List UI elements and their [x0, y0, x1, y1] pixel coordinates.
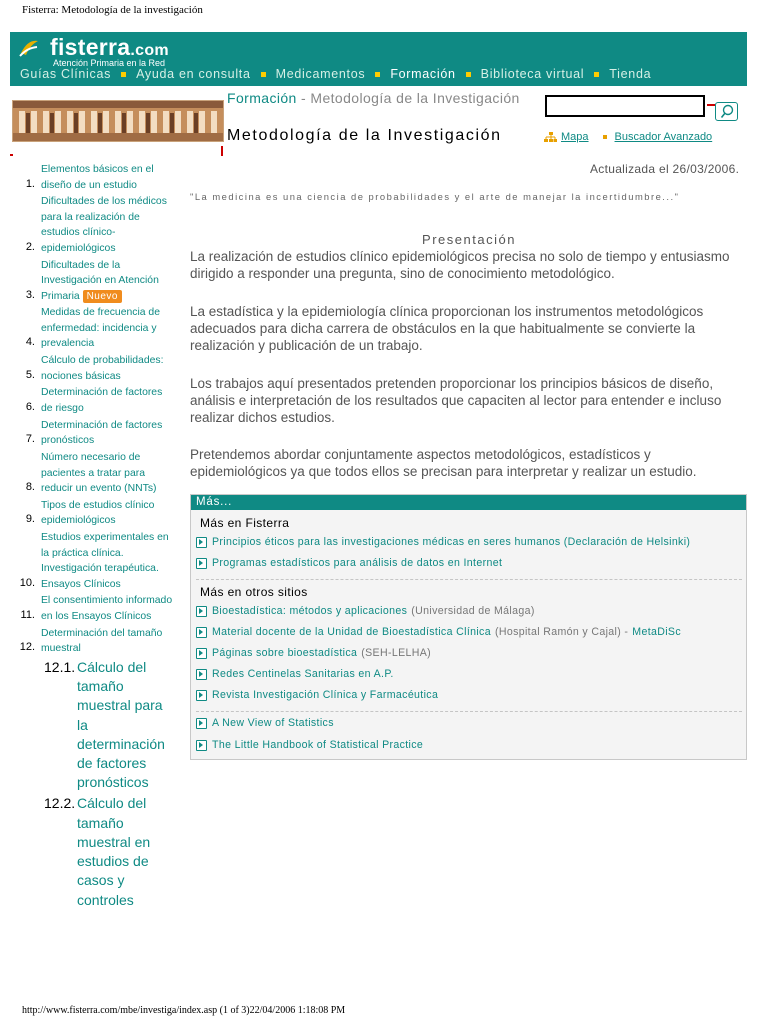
toc-number: 7.: [25, 433, 35, 446]
top-banner: [10, 32, 747, 86]
nav-guias-clinicas[interactable]: Guías Clínicas: [20, 67, 112, 81]
link-row: [196, 717, 334, 729]
logo-suffix: .com: [130, 42, 169, 59]
link-programas-estadisticos[interactable]: Programas estadísticos para análisis de datos en Internet: [212, 557, 503, 569]
link-row: [196, 536, 690, 548]
nav-tienda[interactable]: Tienda: [609, 67, 652, 81]
link-little-handbook[interactable]: The Little Handbook of Statistical Practice: [212, 739, 424, 751]
toc-number: 12.: [19, 641, 35, 654]
toc-subnumber: 12.1.: [44, 659, 76, 676]
section-title: Presentación: [422, 232, 516, 247]
toc-number: 3.: [25, 288, 35, 301]
toc-link[interactable]: Tipos de estudios clínico epidemiológicos: [41, 499, 155, 527]
nav-ayuda-consulta[interactable]: Ayuda en consulta: [136, 67, 251, 81]
sitemap-link[interactable]: Mapa: [561, 131, 589, 143]
toc-number: 9.: [25, 513, 35, 526]
link-source-note: (SEH-LELHA): [361, 647, 432, 659]
toc-item-12: [0, 626, 175, 657]
link-source-note: (Universidad de Málaga): [411, 605, 535, 617]
nav-separator: [121, 72, 126, 77]
toc-sublist: [0, 658, 175, 910]
nav-separator: [594, 72, 599, 77]
toc-item-9: [0, 498, 175, 529]
header-accent-line: [221, 146, 223, 156]
toc-number: 5.: [25, 368, 35, 381]
sitemap-icon: [544, 132, 557, 143]
link-row: [196, 668, 394, 680]
toc-list: [0, 162, 175, 657]
nav-separator: [466, 72, 471, 77]
main-nav: [20, 67, 651, 81]
toc-link[interactable]: Estudios experimentales en la práctica clínica. Investigación terapéutica. Ensayos Clínicos: [41, 532, 169, 590]
nav-formacion[interactable]: Formación: [390, 67, 456, 81]
toc-item-7: [0, 418, 175, 449]
toc-link[interactable]: Determinación de factores pronósticos: [41, 419, 163, 447]
arrow-link-icon: [196, 558, 207, 569]
search-accent: [707, 104, 715, 106]
toc-sublink[interactable]: Cálculo del tamaño muestral para la determinación de factores pronósticos: [77, 659, 165, 791]
dashed-divider: [196, 579, 742, 580]
logo-wordmark: [50, 34, 169, 61]
link-row: [196, 557, 502, 569]
advanced-search-link[interactable]: Buscador Avanzado: [614, 131, 713, 143]
link-new-view-statistics[interactable]: A New View of Statistics: [212, 717, 334, 729]
header-accent-dot: [10, 154, 13, 156]
toc-item-1: [0, 162, 175, 193]
tool-separator: [603, 135, 607, 139]
toc-link[interactable]: Determinación de factores de riesgo: [41, 387, 163, 414]
link-bioestadistica-metodos[interactable]: Bioestadística: métodos y aplicaciones: [212, 605, 408, 617]
toc-link[interactable]: Número necesario de pacientes a tratar para reducir un evento (NNTs): [41, 452, 157, 495]
breadcrumb-current: Metodología de la Investigación: [310, 90, 520, 106]
nav-medicamentos[interactable]: Medicamentos: [275, 67, 366, 81]
search-input[interactable]: [545, 95, 705, 117]
updated-date: Actualizada el 26/03/2006.: [590, 162, 740, 176]
toc-subnumber: 12.2.: [44, 795, 76, 812]
link-row: [196, 739, 423, 751]
arrow-link-icon: [196, 669, 207, 680]
fisterra-logo-icon: [18, 37, 40, 59]
toc-link[interactable]: Medidas de frecuencia de enfermedad: incidencia y prevalencia: [41, 307, 160, 350]
toc-item-11: [0, 593, 175, 624]
intro-paragraph-4: Pretendemos abordar conjuntamente aspectos metodológicos, estadísticos y epidemiológicos ya que todos ellos se precisan para interpretar y realizar un estudio.: [190, 447, 697, 479]
link-row: [196, 626, 681, 638]
toc-link[interactable]: El consentimiento informado en los Ensayos Clínicos: [41, 595, 173, 622]
toc-link[interactable]: Cálculo de probabilidades: nociones básicas: [41, 355, 164, 382]
toc-item-3: [0, 258, 175, 305]
dashed-divider: [196, 711, 742, 712]
toc-link[interactable]: Elementos básicos en el diseño de un estudio: [41, 164, 154, 191]
breadcrumb-separator: -: [296, 90, 311, 106]
toc-item-4: [0, 305, 175, 352]
toc-number: 8.: [25, 481, 35, 494]
toc-item-2: [0, 194, 175, 256]
logo-tagline: Atención Primaria en la Red: [53, 58, 166, 68]
intro-paragraph-3: Los trabajos aquí presentados pretenden proporcionar los principios básicos de diseño, análisis e interpretación de los resultados que capaciten al lector para entender e incluso realizar dichos estudios.: [190, 376, 722, 425]
toc-subitem-12-1: [0, 658, 167, 792]
link-metadisc[interactable]: MetaDiSc: [632, 626, 681, 638]
site-tools: [544, 131, 712, 143]
link-row: [196, 647, 431, 659]
arrow-link-icon: [196, 627, 207, 638]
toc-item-5: [0, 353, 175, 384]
arrow-link-icon: [196, 718, 207, 729]
toc-item-6: [0, 385, 175, 416]
toc-link[interactable]: Dificultades de los médicos para la realización de estudios clínico-epidemiológicos: [41, 196, 167, 254]
arrow-link-icon: [196, 537, 207, 548]
toc-item-8: [0, 450, 175, 497]
logo-name: fisterra: [50, 34, 131, 60]
intro-paragraph-1: La realización de estudios clínico epidemiológicos precisa no solo de tiempo y entusiasmo dirigido a responder una pregunta, sino de conocimiento metodológico.: [190, 249, 730, 281]
nav-separator: [375, 72, 380, 77]
more-header: Más...: [191, 495, 746, 510]
nav-separator: [261, 72, 266, 77]
toc-number: 10.: [19, 576, 35, 589]
link-helsinki[interactable]: Principios éticos para las investigaciones médicas en seres humanos (Declaración de Helsinki): [212, 536, 691, 548]
more-links-panel: [190, 494, 747, 760]
toc-item-10: [0, 530, 175, 592]
breadcrumb: [227, 89, 527, 108]
toc-link[interactable]: Determinación del tamaño muestral: [41, 627, 163, 655]
arrow-link-icon: [196, 740, 207, 751]
link-row: [196, 605, 535, 617]
toc-number: 2.: [25, 240, 35, 253]
toc-number: 11.: [20, 608, 35, 621]
toc-number: 1.: [25, 177, 35, 190]
intro-paragraph-2: La estadística y la epidemiología clínica proporcionan los instrumentos metodológicos adecuados para dicha carrera de obstáculos en la que habitualmente se convierte la realización y publicación de un trabajo.: [190, 304, 704, 353]
search-button[interactable]: [715, 102, 738, 121]
arrow-link-icon: [196, 690, 207, 701]
print-footer-url: http://www.fisterra.com/mbe/investiga/index.asp (1 of 3)22/04/2006 1:18:08 PM: [22, 1005, 346, 1016]
toc-number: 6.: [25, 400, 35, 413]
toc-number: 4.: [25, 336, 35, 349]
more-fisterra-title: Más en Fisterra: [200, 516, 290, 530]
print-page-title: Fisterra: Metodología de la investigación: [22, 4, 203, 16]
link-material-docente[interactable]: Material docente de la Unidad de Bioestadística Clínica: [212, 626, 491, 638]
arrow-link-icon: [196, 606, 207, 617]
more-other-title: Más en otros sitios: [200, 585, 308, 599]
link-revista-investigacion[interactable]: Revista Investigación Clínica y Farmacéutica: [212, 689, 439, 701]
toc-subitem-12-2: [0, 794, 167, 909]
arrow-link-icon: [196, 648, 207, 659]
toc-sublink[interactable]: Cálculo del tamaño muestral en estudios de casos y controles: [77, 795, 151, 908]
quote: "La medicina es una ciencia de probabilidades y el arte de manejar la incertidumbre...": [190, 191, 680, 202]
header-photo: [12, 100, 224, 142]
link-row: [196, 689, 438, 701]
sidebar-toc: [0, 162, 175, 912]
new-badge: Nuevo: [83, 290, 122, 303]
link-paginas-bioestadistica[interactable]: Páginas sobre bioestadística: [212, 647, 358, 659]
link-source-note: (Hospital Ramón y Cajal) -: [494, 626, 629, 638]
page-title: Metodología de la Investigación: [227, 127, 502, 144]
link-redes-centinelas[interactable]: Redes Centinelas Sanitarias en A.P.: [212, 668, 394, 680]
toc-link[interactable]: Dificultades de la Investigación en Atención Primaria: [41, 259, 159, 302]
breadcrumb-section-link[interactable]: Formación: [227, 90, 297, 106]
nav-biblioteca-virtual[interactable]: Biblioteca virtual: [480, 67, 585, 81]
search-icon: [720, 104, 734, 119]
